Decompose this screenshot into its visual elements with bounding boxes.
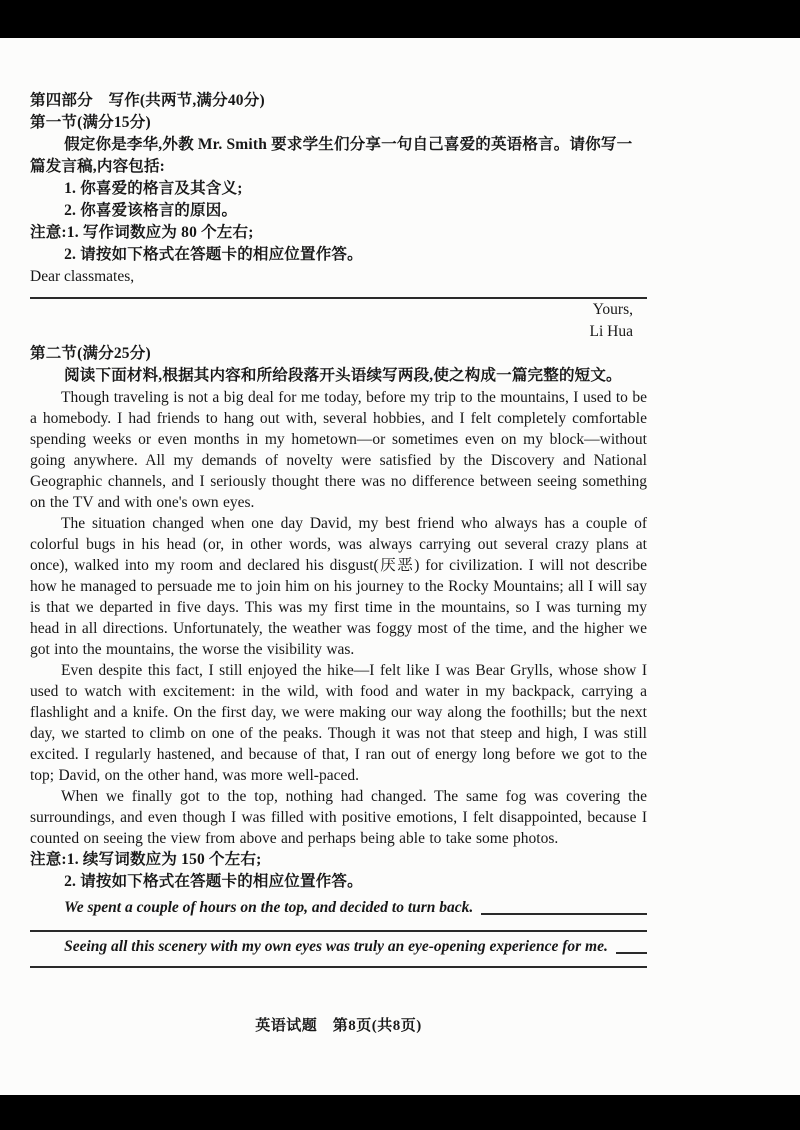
section1-note-1: 注意:1. 写作词数应为 80 个左右;: [30, 224, 254, 241]
passage-paragraph-1: Though traveling is not a big deal for me today, before my trip to the mountains, I used to be a homebody. I had friends to hang out with, several hobbies, and I felt completely comfortable spending weeks or even months in my hometown—or sometimes even on my block—without going anywhere. All my demands of novelty were satisfied by the Discovery and National Geographic channels, and I seriously thought there was no difference between seeing something on the TV and with one's own eyes.: [30, 389, 647, 511]
letter-closing: Yours,: [592, 301, 633, 318]
section2-instruction: 阅读下面材料,根据其内容和所给段落开头语续写两段,使之构成一篇完整的短文。: [64, 367, 622, 384]
continuation-opener-1-blank-line: [481, 913, 647, 915]
passage-paragraph-3: Even despite this fact, I still enjoyed the hike—I felt like I was Bear Grylls, whose show I used to watch with excitement: in the wild, with food and water in my backpack, carrying a flashlight and a knife. On the first day, we were making our way along the foothills; but the next day, we started to climb on one of the peaks. Though it was not that steep and high, I was still excited. I regularly hastened, and because of that, I ran out of energy long before we got to the top; David, on the other hand, was more well-paced.: [30, 662, 647, 784]
passage-paragraph-2: The situation changed when one day David, my best friend who always has a couple of colorful bugs in his head (or, in other words, was always carrying out several crazy plans at once), walked into my room and declared his disgust(厌恶) for civilization. I will not describe how he managed to persuade me to join him on his journey to the Rocky Mountains; all I will say is that we departed in five days. This was my first time in the mountains, so I was turning my head in all directions. Unfortunately, the weather was foggy most of the time, and the higher we got into the mountains, the worse the visibility was.: [30, 515, 647, 658]
exam-page-scan: [0, 38, 800, 1095]
letter-salutation: Dear classmates,: [30, 268, 135, 285]
page-footer: 英语试题 第8页(共8页): [255, 1018, 422, 1034]
section1-prompt: 假定你是李华,外教 Mr. Smith 要求学生们分享一句自己喜爱的英语格言。请你写一篇发言稿,内容包括:: [30, 136, 633, 175]
continuation-opener-2-blank-line: [616, 952, 647, 954]
section2-note-2: 2. 请按如下格式在答题卡的相应位置作答。: [64, 873, 363, 890]
section1-point-1: 1. 你喜爱的格言及其含义;: [64, 180, 243, 197]
continuation-opener-1-text: We spent a couple of hours on the top, and decided to turn back.: [64, 899, 474, 916]
answer-writing-line: [30, 930, 647, 932]
passage-paragraph-4: When we finally got to the top, nothing had changed. The same fog was covering the surroundings, and even though I was filled with positive emotions, I felt disappointed, because I counted on seeing the view from above and perhaps being able to take some photos.: [30, 788, 647, 847]
part-heading: 第四部分 写作(共两节,满分40分): [30, 92, 265, 109]
section1-note-2: 2. 请按如下格式在答题卡的相应位置作答。: [64, 246, 363, 263]
continuation-opener-2-text: Seeing all this scenery with my own eyes was truly an eye-opening experience for me.: [64, 938, 608, 955]
continuation-opener-1: [64, 897, 647, 918]
continuation-opener-2: [64, 936, 647, 957]
section2-note-1: 注意:1. 续写词数应为 150 个左右;: [30, 851, 262, 868]
scan-black-bar-top: [0, 0, 800, 38]
answer-writing-line: [30, 966, 647, 968]
section2-title: 第二节(满分25分): [30, 345, 151, 362]
letter-closing-block: [30, 299, 647, 343]
scan-black-bar-bottom: [0, 1095, 800, 1130]
section1-title: 第一节(满分15分): [30, 114, 151, 131]
letter-signature: Li Hua: [589, 323, 633, 340]
page-content: [30, 38, 647, 1035]
section1-point-2: 2. 你喜爱该格言的原因。: [64, 202, 238, 219]
